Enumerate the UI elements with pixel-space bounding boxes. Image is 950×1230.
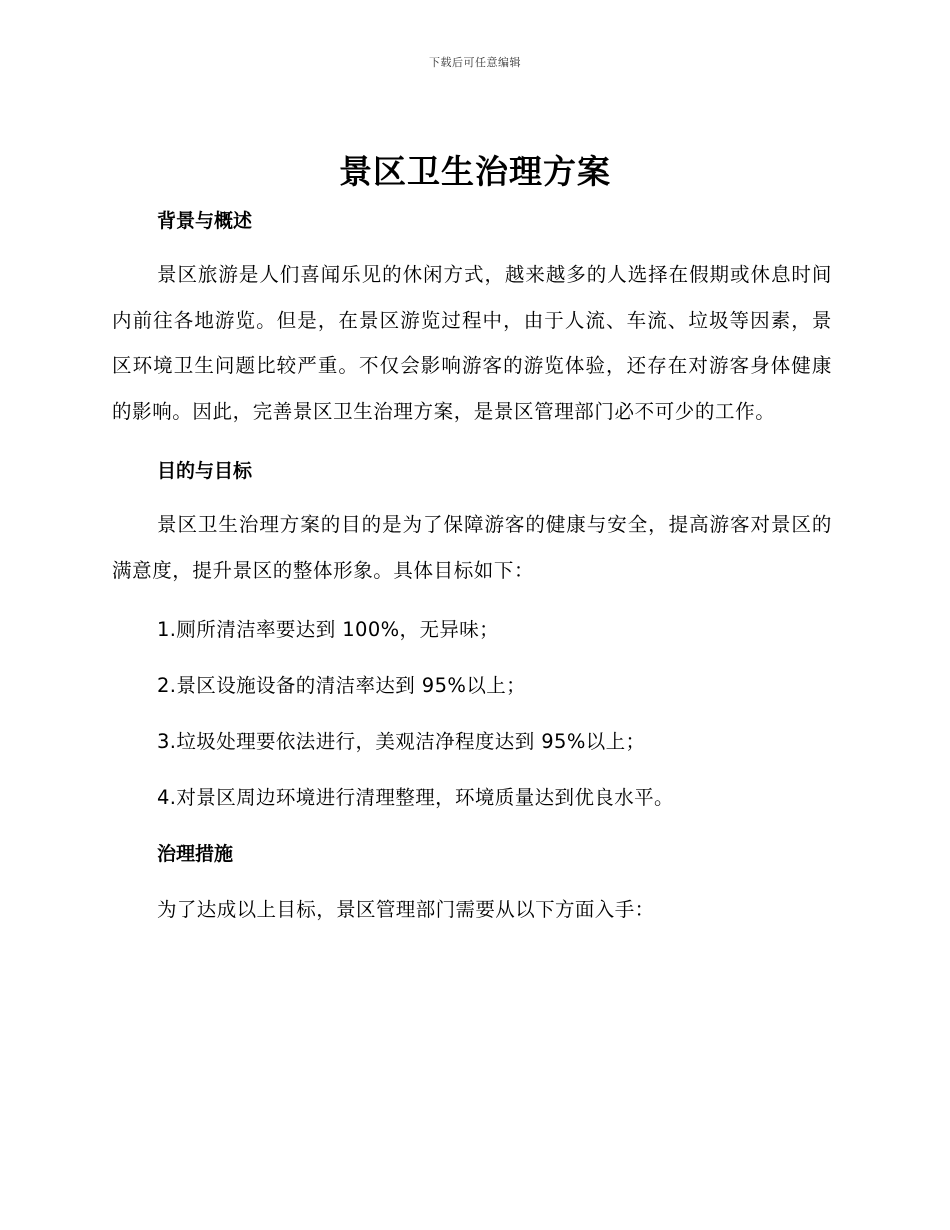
header-note: 下载后可任意编辑 — [429, 56, 521, 69]
section-heading-measures: 治理措施 — [157, 843, 234, 865]
goal-item-2: 2.景区设施设备的清洁率达到 95%以上； — [157, 674, 527, 697]
goals-paragraph: 景区卫生治理方案的目的是为了保障游客的健康与安全，提高游客对景区的满意度，提升景区的整体形象。具体目标如下： — [112, 513, 832, 582]
section-heading-goals: 目的与目标 — [157, 460, 253, 482]
section-heading-background: 背景与概述 — [157, 210, 253, 232]
goal-item-4: 4.对景区周边环境进行清理整理，环境质量达到优良水平。 — [157, 786, 674, 809]
goal-item-3: 3.垃圾处理要依法进行，美观洁净程度达到 95%以上； — [157, 730, 646, 753]
measures-intro: 为了达成以上目标，景区管理部门需要从以下方面入手： — [157, 898, 655, 921]
background-paragraph: 景区旅游是人们喜闻乐见的休闲方式，越来越多的人选择在假期或休息时间内前往各地游览。但是，在景区游览过程中，由于人流、车流、垃圾等因素，景区环境卫生问题比较严重。不仅会影响游客的游览体验，还存在对游客身体健康的影响。因此，完善景区卫生治理方案，是景区管理部门必不可少的工作。 — [112, 263, 832, 423]
document-title: 景区卫生治理方案 — [339, 152, 611, 191]
goal-item-1: 1.厕所清洁率要达到 100%，无异味； — [157, 618, 500, 641]
document-body — [112, 202, 832, 929]
